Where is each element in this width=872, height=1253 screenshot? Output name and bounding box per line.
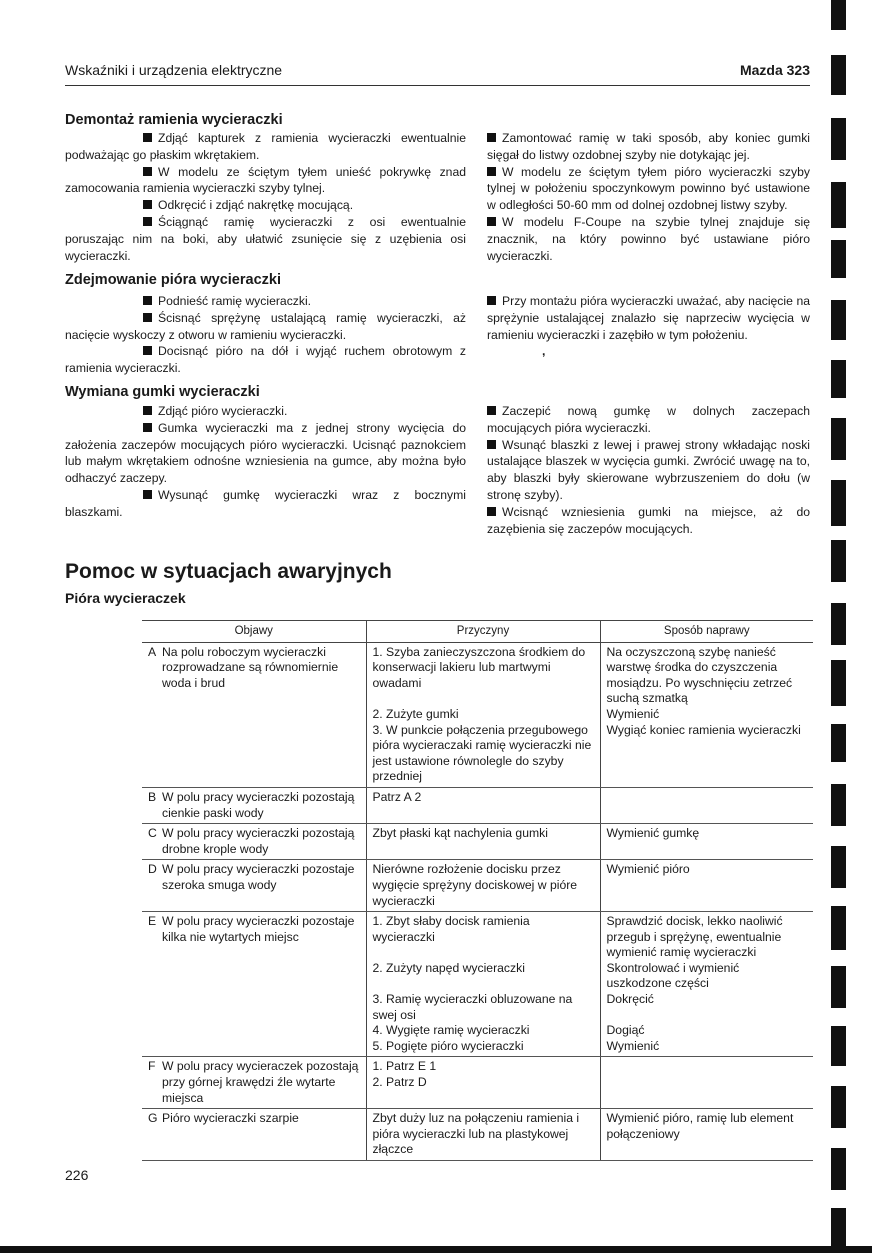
table-row bbox=[142, 860, 813, 912]
cell-item: 1. Szyba zanieczyszczona środkiem do konserwacji lakieru lub martwymi owadami bbox=[372, 644, 586, 690]
bullet-square-icon bbox=[487, 507, 496, 516]
spacer bbox=[373, 691, 594, 707]
paragraph-text: Ścisnąć sprężynę ustalającą ramię wycieraczki, aż nacięcie wyskoczy z otworu w ramieniu wycieraczki. bbox=[65, 310, 466, 342]
symptom-cell bbox=[142, 642, 366, 787]
paragraph-text: Docisnąć pióro na dół i wyjąć ruchem obrotowym z ramienia wycieraczki. bbox=[65, 344, 466, 376]
causes-cell bbox=[366, 642, 600, 787]
paragraph-text: Odkręcić i zdjąć nakrętkę mocującą. bbox=[158, 198, 354, 213]
table-header-row bbox=[142, 621, 813, 643]
fixes-cell bbox=[600, 860, 813, 912]
causes-cell bbox=[366, 787, 600, 823]
header-fixes: Sposób naprawy bbox=[600, 621, 813, 643]
paragraph bbox=[487, 214, 810, 264]
paragraph-text: Wcisnąć wzniesienia gumki na miejsce, aż do zazębienia się zaczepów mocujących. bbox=[487, 504, 810, 536]
edge-bar bbox=[831, 55, 846, 95]
causes-cell bbox=[366, 824, 600, 860]
chapter-title: Wskaźniki i urządzenia elektryczne bbox=[65, 62, 283, 78]
paragraph bbox=[487, 164, 810, 214]
cell-item: Wymienić pióro, ramię lub element połączeniowy bbox=[606, 1111, 794, 1141]
section-blade-removal-left bbox=[65, 293, 466, 377]
cell-item: Zbyt duży luz na połączeniu ramienia i pióra wycieraczki lub na plastykowej złączce bbox=[372, 1111, 580, 1157]
symptom-wrap bbox=[148, 790, 360, 821]
row-letter: A bbox=[148, 644, 157, 659]
section-title-blade-removal: Zdejmowanie pióra wycieraczki bbox=[65, 272, 281, 288]
cell-item: Skontrolować i wymienić uszkodzone części bbox=[606, 960, 740, 991]
paragraph-text: Przy montażu pióra wycieraczki uważać, aby nacięcie na sprężynie ustalającej znalazło się naprzeciw wycięcia w ramieniu wycieraczki i zazębiło w tym położeniu. bbox=[487, 294, 810, 342]
fixes-cell bbox=[600, 1057, 813, 1109]
cell-item: Wymienić gumkę bbox=[606, 826, 700, 841]
paragraph-text: Ściągnąć ramię wycieraczki z osi ewentualnie poruszając nim na boki, aby ułatwić zsunięcie się z uzębienia osi wycieraczki. bbox=[65, 214, 466, 263]
row-letter: F bbox=[148, 1059, 156, 1074]
spacer bbox=[373, 945, 594, 961]
edge-bar bbox=[831, 0, 846, 30]
fixes-cell bbox=[600, 787, 813, 823]
spacer bbox=[607, 1008, 808, 1024]
symptom-wrap bbox=[148, 914, 360, 945]
paragraph bbox=[65, 164, 466, 198]
paragraph bbox=[65, 310, 466, 344]
edge-bar bbox=[831, 1026, 846, 1066]
edge-bar bbox=[831, 603, 846, 645]
symptom-cell bbox=[142, 1109, 366, 1161]
paragraph-text: Wysunąć gumkę wycieraczki wraz z bocznymi blaszkami. bbox=[65, 487, 466, 519]
emergency-title: Pomoc w sytuacjach awaryjnych bbox=[65, 560, 392, 583]
table-row bbox=[142, 824, 813, 860]
table-body bbox=[142, 642, 813, 1160]
symptom-wrap bbox=[148, 645, 360, 692]
section-title-arm-removal: Demontaż ramienia wycieraczki bbox=[65, 112, 283, 128]
spacer bbox=[373, 976, 594, 992]
section-rubber-replacement-right bbox=[487, 403, 810, 537]
paragraph-text: Podnieść ramię wycieraczki. bbox=[158, 294, 312, 308]
edge-bar bbox=[831, 360, 846, 398]
bullet-square-icon bbox=[487, 167, 496, 176]
cell-item: 5. Pogięte pióro wycieraczki bbox=[372, 1038, 524, 1053]
cell-item: 3. W punkcie połączenia przegubowego pióra wycieraczaki ramię wycieraczki nie jest ustawione równolegle do szyby przedniej bbox=[372, 722, 592, 784]
paragraph bbox=[65, 197, 466, 214]
cell-item: 1. Zbyt słaby docisk ramienia wycieraczki bbox=[372, 914, 530, 944]
paragraph bbox=[65, 420, 466, 487]
symptom-cell bbox=[142, 912, 366, 1057]
symptom-cell bbox=[142, 824, 366, 860]
section-title-rubber-replacement: Wymiana gumki wycieraczki bbox=[65, 384, 260, 400]
edge-bar bbox=[831, 966, 846, 1008]
paragraph bbox=[65, 293, 466, 310]
cell-item: Wymienić bbox=[606, 706, 660, 721]
edge-bar bbox=[831, 480, 846, 526]
cell-item: Zbyt płaski kąt nachylenia gumki bbox=[372, 826, 548, 841]
bullet-square-icon bbox=[143, 406, 152, 415]
cell-item: 4. Wygięte ramię wycieraczki bbox=[372, 1023, 530, 1038]
table-row bbox=[142, 787, 813, 823]
troubleshooting-table bbox=[142, 620, 813, 1161]
header-rule bbox=[65, 85, 810, 86]
bullet-square-icon bbox=[487, 133, 496, 142]
edge-bar bbox=[831, 846, 846, 888]
symptom-cell bbox=[142, 787, 366, 823]
cell-item: 1. Patrz E 1 bbox=[372, 1059, 437, 1074]
bullet-square-icon bbox=[143, 217, 152, 226]
fixes-cell bbox=[600, 642, 813, 787]
symptom-text: W polu pracy wycieraczki pozostaje kilka nie wytartych miejsc bbox=[162, 914, 355, 944]
symptom-cell bbox=[142, 860, 366, 912]
cell-item: Sprawdzić docisk, lekko naoliwić przegub i sprężynę, ewentualnie wymienić ramię wycieraczki bbox=[606, 914, 783, 960]
bottom-scan-bar bbox=[0, 1246, 872, 1253]
bullet-square-icon bbox=[143, 167, 152, 176]
bullet-square-icon bbox=[487, 406, 496, 415]
table-row bbox=[142, 1109, 813, 1161]
bullet-square-icon bbox=[143, 490, 152, 499]
causes-cell bbox=[366, 860, 600, 912]
paragraph-text: Zdjąć kapturek z ramienia wycieraczki ewentualnie podważając go płaskim wkrętakiem. bbox=[65, 131, 466, 162]
cell-item: 2. Zużyty napęd wycieraczki bbox=[372, 960, 525, 975]
causes-cell bbox=[366, 1109, 600, 1161]
symptom-wrap bbox=[148, 1059, 360, 1106]
table-row bbox=[142, 642, 813, 787]
cell-item: Na oczyszczoną szybę nanieść warstwę środka do czyszczenia mosiądzu. Po wyschnięciu zetrzeć suchą szmatką bbox=[606, 644, 793, 706]
edge-bar bbox=[831, 724, 846, 762]
section-arm-removal-right bbox=[487, 130, 810, 264]
section-blade-removal-right bbox=[487, 293, 810, 360]
symptom-wrap bbox=[148, 862, 360, 893]
section-rubber-replacement-left bbox=[65, 403, 466, 521]
paragraph-text: Zdjąć pióro wycieraczki. bbox=[158, 404, 288, 418]
paragraph bbox=[487, 130, 810, 164]
bullet-square-icon bbox=[143, 133, 152, 142]
paragraph bbox=[487, 403, 810, 437]
cell-item: 2. Patrz D bbox=[372, 1075, 427, 1090]
cell-item: Patrz A 2 bbox=[372, 789, 422, 804]
symptom-text: W polu pracy wycieraczki pozostaje szeroka smuga wody bbox=[162, 862, 355, 892]
paragraph-text: W modelu F-Coupe na szybie tylnej znajduje się znacznik, na który powinno być ustawiane pióro wycieraczki. bbox=[487, 214, 810, 263]
paragraph bbox=[65, 487, 466, 521]
symptom-wrap bbox=[148, 1111, 360, 1127]
edge-bar bbox=[831, 118, 846, 160]
symptom-wrap bbox=[148, 826, 360, 857]
paragraph bbox=[487, 293, 810, 343]
symptom-text: W polu pracy wycieraczek pozostają przy górnej krawędzi źle wytarte miejsca bbox=[162, 1059, 359, 1105]
edge-bar bbox=[831, 1086, 846, 1128]
paragraph bbox=[65, 343, 466, 377]
paragraph-text: W modelu ze ściętym tyłem unieść pokrywkę znad zamocowania ramienia wycieraczki szyby tylnej. bbox=[65, 164, 466, 196]
edge-bar bbox=[831, 1148, 846, 1190]
edge-bar bbox=[831, 906, 846, 950]
row-letter: D bbox=[148, 862, 157, 877]
cell-item: Dokręcić bbox=[606, 992, 654, 1007]
paragraph bbox=[65, 403, 466, 420]
bullet-square-icon bbox=[143, 313, 152, 322]
causes-cell bbox=[366, 1057, 600, 1109]
paragraph bbox=[65, 130, 466, 164]
paragraph bbox=[65, 214, 466, 264]
symptom-text: W polu pracy wycieraczki pozostają drobne krople wody bbox=[162, 826, 355, 856]
paragraph-text: Gumka wycieraczki ma z jednej strony wycięcia do założenia zaczepów mocujących pióro wycieraczki. Ucisnąć paznokciem lub małym wkrętakiem odnośne wzniesienia na gumce, aby można było odhaczyć zaczepy. bbox=[65, 420, 466, 486]
cell-item: Dogiąć bbox=[606, 1023, 645, 1038]
bullet-square-icon bbox=[143, 423, 152, 432]
page-number: 226 bbox=[65, 1167, 89, 1183]
running-header bbox=[65, 60, 810, 82]
fixes-cell bbox=[600, 824, 813, 860]
edge-bar bbox=[831, 240, 846, 278]
fixes-cell bbox=[600, 912, 813, 1057]
bullet-square-icon bbox=[143, 346, 152, 355]
edge-bar bbox=[831, 540, 846, 582]
header-symptoms: Objawy bbox=[142, 621, 366, 643]
table-row bbox=[142, 912, 813, 1057]
causes-cell bbox=[366, 912, 600, 1057]
edge-bar bbox=[831, 1208, 846, 1248]
section-arm-removal-left bbox=[65, 130, 466, 264]
model-title: Mazda 323 bbox=[739, 62, 810, 78]
bullet-square-icon bbox=[487, 217, 496, 226]
edge-bar bbox=[831, 660, 846, 706]
paragraph-text: W modelu ze ściętym tyłem pióro wycieraczki szyby tylnej w położeniu spoczynkowym powinno być ustawione w odległości 50-60 mm od dolnej ozdobnej listwy szyby. bbox=[487, 164, 810, 213]
row-letter: E bbox=[148, 914, 157, 929]
symptom-cell bbox=[142, 1057, 366, 1109]
cell-item: 3. Ramię wycieraczki obluzowane na swej osi bbox=[372, 992, 573, 1022]
stray-mark: , bbox=[542, 344, 546, 359]
bullet-square-icon bbox=[487, 440, 496, 449]
bullet-square-icon bbox=[143, 296, 152, 305]
bullet-square-icon bbox=[487, 296, 496, 305]
paragraph bbox=[487, 437, 810, 504]
cell-item: Wymienić bbox=[606, 1038, 660, 1053]
cell-item: Wymienić pióro bbox=[606, 862, 690, 877]
paragraph-text: Zamontować ramię w taki sposób, aby koniec gumki sięgał do listwy ozdobnej szyby nie dotykając jej. bbox=[487, 131, 810, 162]
paragraph-text: Zaczepić nową gumkę w dolnych zaczepach mocujących pióra wycieraczki. bbox=[487, 404, 810, 435]
edge-bar bbox=[831, 418, 846, 460]
cell-item: Nierówne rozłożenie docisku przez wygięcie sprężyny dociskowej w pióre wycieraczki bbox=[372, 862, 578, 908]
row-letter: B bbox=[148, 789, 157, 804]
edge-bar bbox=[831, 784, 846, 826]
paragraph-text: Wsunąć blaszki z lewej i prawej strony wkładając noski ustalające blaszek w wycięcia gumki. Zwrócić uwagę na to, aby blaszki były skierowane wybrzuszeniem do dołu (w stronę szyby). bbox=[487, 437, 810, 502]
row-letter: G bbox=[148, 1111, 158, 1126]
table-row bbox=[142, 1057, 813, 1109]
emergency-subtitle: Pióra wycieraczek bbox=[65, 590, 186, 606]
edge-bar bbox=[831, 300, 846, 340]
bullet-square-icon bbox=[143, 200, 152, 209]
edge-bar bbox=[831, 182, 846, 228]
symptom-text: Pióro wycieraczki szarpie bbox=[162, 1111, 299, 1126]
cell-item: 2. Zużyte gumki bbox=[372, 706, 459, 721]
paragraph bbox=[487, 504, 810, 538]
header-causes: Przyczyny bbox=[366, 621, 600, 643]
symptom-text: W polu pracy wycieraczki pozostają cienkie paski wody bbox=[162, 789, 355, 820]
cell-item: Wygiąć koniec ramienia wycieraczki bbox=[606, 722, 801, 737]
row-letter: C bbox=[148, 826, 157, 841]
fixes-cell bbox=[600, 1109, 813, 1161]
symptom-text: Na polu roboczym wycieraczki rozprowadzane są równomiernie woda i brud bbox=[162, 644, 339, 690]
